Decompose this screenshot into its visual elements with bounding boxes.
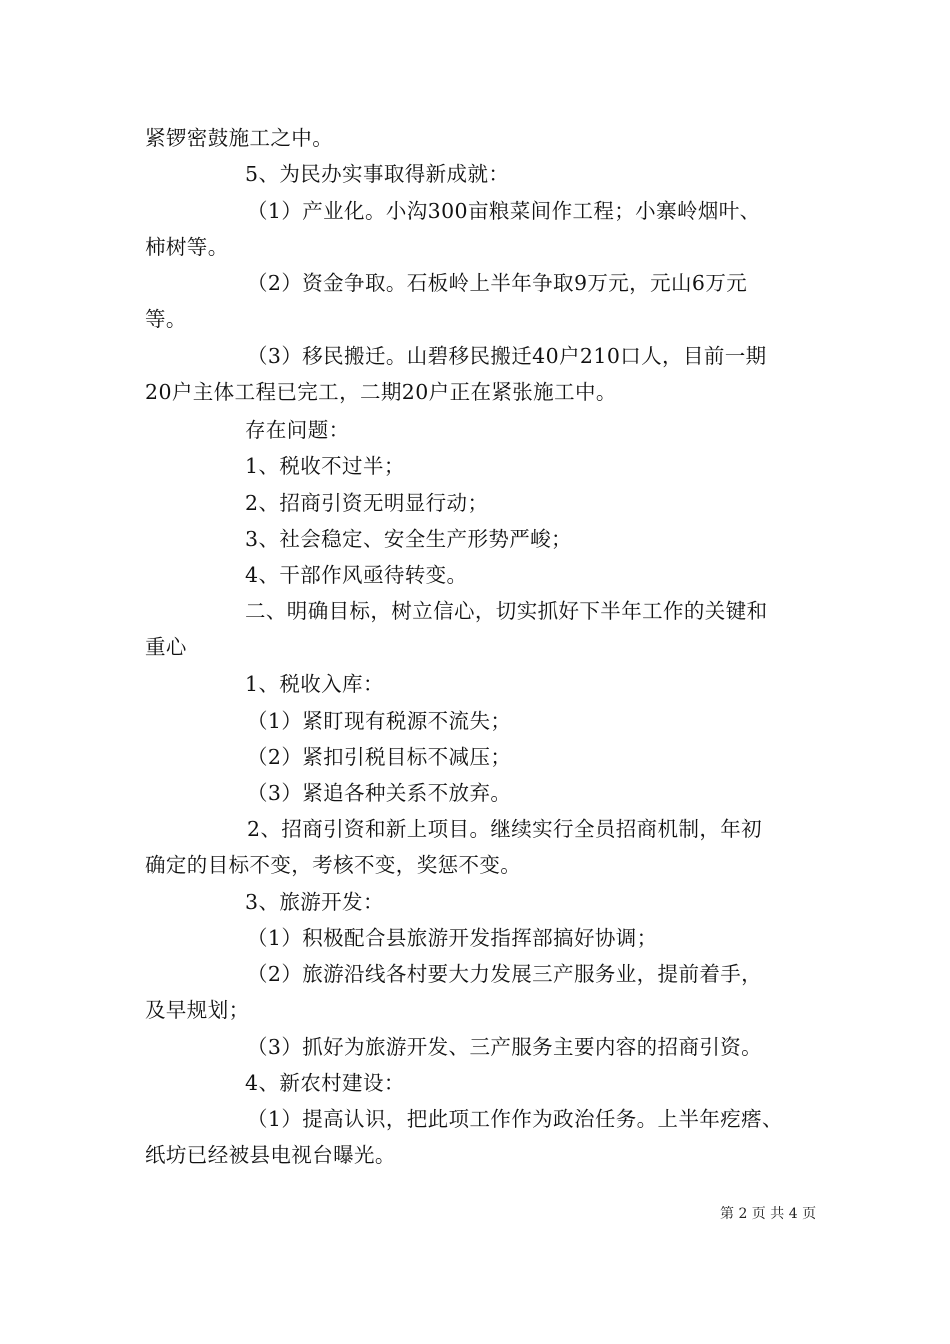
line: （1）紧盯现有税源不流失；: [247, 709, 512, 733]
paragraph: [145, 811, 810, 883]
line: 20户主体工程已完工，二期20户正在紧张施工中。: [145, 380, 617, 404]
line: 5、为民办实事取得新成就：: [245, 162, 510, 186]
line: （2）旅游沿线各村要大力发展三产服务业，提前着手，: [247, 962, 763, 986]
paragraph: [145, 485, 810, 521]
line: 及早规划；: [145, 998, 250, 1022]
paragraph: [145, 920, 810, 956]
line: 纸坊已经被县电视台曝光。: [145, 1143, 396, 1167]
line: 1、税收不过半；: [245, 454, 405, 478]
line: （1）积极配合县旅游开发指挥部搞好协调；: [247, 926, 658, 950]
paragraph: [145, 666, 810, 702]
paragraph: [145, 884, 810, 920]
paragraph: [145, 1029, 810, 1065]
paragraph: [145, 703, 810, 739]
paragraph: [145, 156, 810, 192]
paragraph: [145, 120, 810, 156]
paragraph: [145, 775, 810, 811]
paragraph: [145, 1065, 810, 1101]
paragraph: [145, 521, 810, 557]
line: 3、旅游开发：: [245, 890, 384, 914]
paragraph: [145, 1101, 810, 1173]
line: （1）提高认识，把此项工作作为政治任务。上半年疙瘩、: [247, 1107, 783, 1131]
line: 1、税收入库：: [245, 672, 384, 696]
line: （3）移民搬迁。山碧移民搬迁40户210口人，目前一期: [247, 344, 767, 368]
paragraph: [145, 412, 810, 448]
line: 2、招商引资无明显行动；: [245, 491, 489, 515]
paragraph: [145, 593, 810, 665]
paragraph: [145, 265, 810, 337]
line: （2）紧扣引税目标不减压；: [247, 745, 512, 769]
line: 2、招商引资和新上项目。继续实行全员招商机制，年初: [247, 817, 763, 841]
line: 4、新农村建设：: [245, 1071, 405, 1095]
line: （1）产业化。小沟300亩粮菜间作工程；小寨岭烟叶、: [247, 199, 761, 223]
line: 二、明确目标，树立信心，切实抓好下半年工作的关键和: [245, 599, 768, 623]
paragraph: [145, 338, 810, 410]
paragraph: [145, 557, 810, 593]
line: 确定的目标不变，考核不变，奖惩不变。: [145, 853, 522, 877]
line: 重心: [145, 635, 187, 659]
paragraph: [145, 193, 810, 265]
line: 等。: [145, 307, 187, 331]
line: 柿树等。: [145, 235, 229, 259]
line: 4、干部作风亟待转变。: [245, 563, 468, 587]
line: （3）紧追各种关系不放弃。: [247, 781, 512, 805]
line: 3、社会稳定、安全生产形势严峻；: [245, 527, 572, 551]
paragraph: [145, 739, 810, 775]
paragraph: [145, 956, 810, 1028]
line: 存在问题：: [245, 418, 350, 442]
line: （2）资金争取。石板岭上半年争取9万元，元山6万元: [247, 271, 748, 295]
paragraph: [145, 448, 810, 484]
line: （3）抓好为旅游开发、三产服务主要内容的招商引资。: [247, 1035, 763, 1059]
page-number: 第 2 页 共 4 页: [720, 1206, 817, 1222]
line: 紧锣密鼓施工之中。: [145, 126, 334, 150]
